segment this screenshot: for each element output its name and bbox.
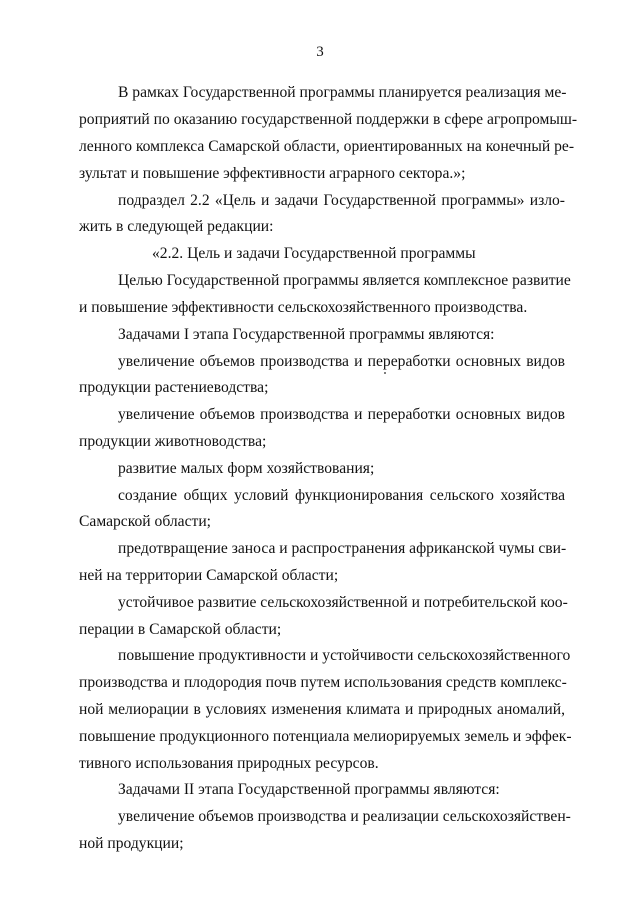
text-line: ленного комплекса Самарской области, ориентированных на конечный ре- <box>79 138 575 155</box>
text-line: В рамках Государственной программы планируется реализация ме- <box>118 84 567 101</box>
text-line: Задачами I этапа Государственной программы являются: <box>118 326 495 343</box>
text-line: предотвращение заноса и распространения африканской чумы сви- <box>118 540 567 557</box>
text-line: тивного использования природных ресурсов. <box>79 755 379 772</box>
page-number: 3 <box>316 44 324 60</box>
text-line: продукции растениеводства; <box>79 379 269 396</box>
text-line: ной мелиорации в условиях изменения климата и природных аномалий, <box>79 701 565 718</box>
text-line: ней на территории Самарской области; <box>79 567 339 584</box>
text-line: производства и плодородия почв путем использования средств комплекс- <box>79 674 567 691</box>
text-line: продукции животноводства; <box>79 433 267 450</box>
text-line: развитие малых форм хозяйствования; <box>118 460 375 477</box>
text-line: перации в Самарской области; <box>79 621 282 638</box>
text-line: подраздел 2.2 «Цель и задачи Государственной программы» изло- <box>118 192 565 209</box>
text-line: жить в следующей редакции: <box>79 218 274 235</box>
text-line: создание общих условий функционирования сельского хозяйства <box>118 487 565 504</box>
text-line: Самарской области; <box>79 513 212 530</box>
text-line: роприятий по оказанию государственной поддержки в сфере агропромыш- <box>79 111 578 128</box>
text-line: Задачами II этапа Государственной программы являются: <box>118 781 500 798</box>
text-line: увеличение объемов производства и переработки основных видов <box>118 406 565 423</box>
text-line: ной продукции; <box>79 835 184 852</box>
section-heading: «2.2. Цель и задачи Государственной программы <box>152 245 476 262</box>
text-line: зультат и повышение эффективности аграрного сектора.»; <box>79 165 466 182</box>
text-line: и повышение эффективности сельскохозяйственного производства. <box>79 299 528 316</box>
text-line: увеличение объемов производства и реализации сельскохозяйствен- <box>118 808 571 825</box>
text-line: увеличение объемов производства и переработки основных видов <box>118 353 565 370</box>
text-line: повышение продукционного потенциала мелиорируемых земель и эффек- <box>79 728 572 745</box>
text-line: повышение продуктивности и устойчивости сельскохозяйственного <box>118 647 571 664</box>
text-line: Целью Государственной программы является комплексное развитие <box>118 272 571 289</box>
scan-speck <box>384 372 386 374</box>
text-line: устойчивое развитие сельскохозяйственной и потребительской коо- <box>118 594 568 611</box>
